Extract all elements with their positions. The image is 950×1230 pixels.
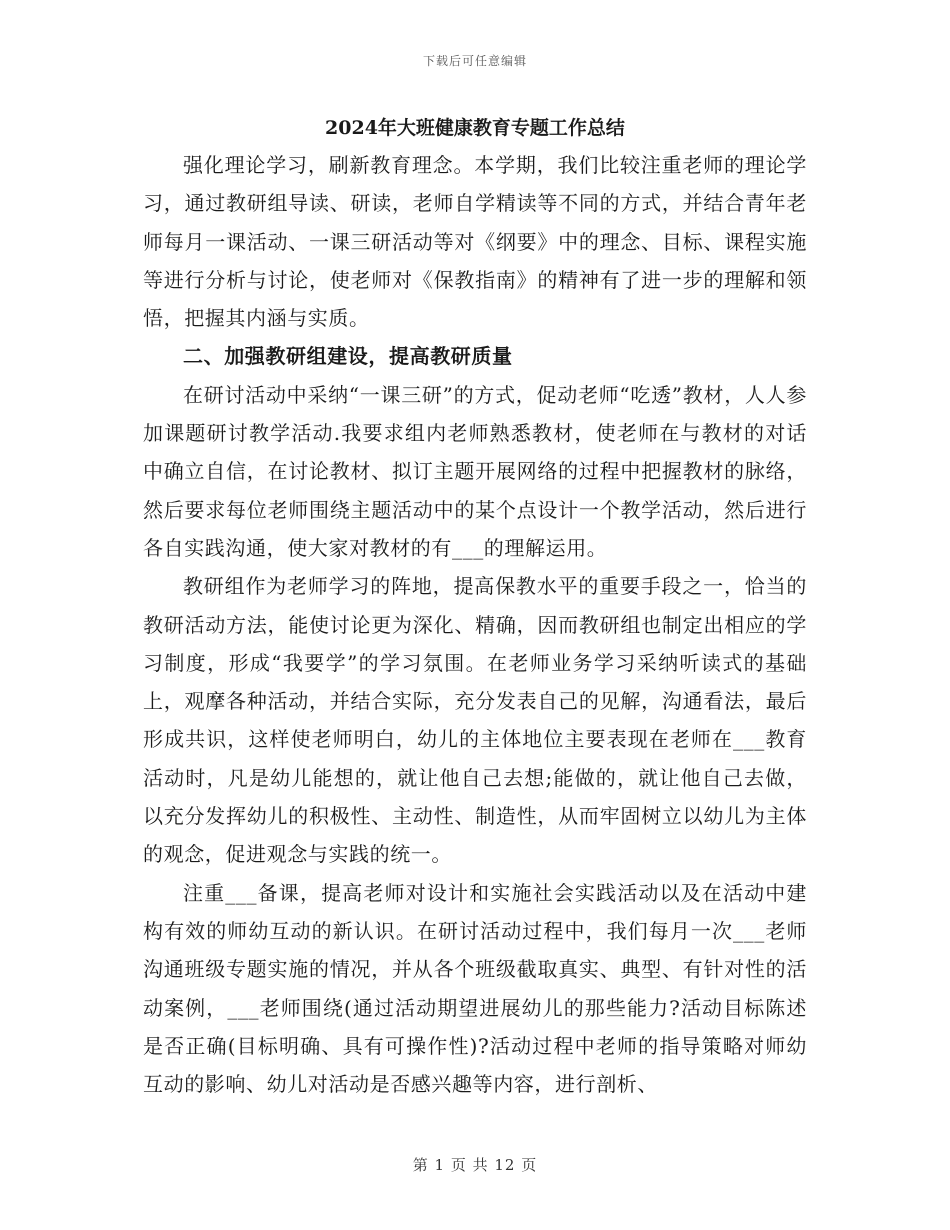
document-body xyxy=(143,112,807,1103)
paragraph-one-lesson-three-studies: 在研讨活动中采纳“一课三研”的方式，促动老师“吃透”教材，人人参加课题研讨教学活动.我要求组内老师熟悉教材，使老师在与教材的对话中确立自信，在讨论教材、拟订主题开展网络的过程中把握教材的脉络，然后要求每位老师围绕主题活动中的某个点设计一个教学活动，然后进行各自实践沟通，使大家对教材的有___的理解运用。 xyxy=(143,382,807,560)
paragraph-lesson-preparation: 注重___备课，提高老师对设计和实施社会实践活动以及在活动中建构有效的师幼互动的新认识。在研讨活动过程中，我们每月一次___老师沟通班级专题实施的情况，并从各个班级截取真实、典型、有针对性的活动案例，___老师围绕(通过活动期望进展幼儿的那些能力?活动目标陈述是否正确(目标明确、具有可操作性)?活动过程中老师的指导策略对师幼互动的影响、幼儿对活动是否感兴趣等内容，进行剖析、 xyxy=(143,880,807,1097)
page-footer-number: 第 1 页 共 12 页 xyxy=(412,1156,538,1174)
document-title: 2024年大班健康教育专题工作总结 xyxy=(325,117,625,139)
section-heading-teaching-research: 二、加强教研组建设，提高教研质量 xyxy=(183,344,513,369)
paragraph-theory-study: 强化理论学习，刷新教育理念。本学期，我们比较注重老师的理论学习，通过教研组导读、研读，老师自学精读等不同的方式，并结合青年老师每月一课活动、一课三研活动等对《纲要》中的理念、目标、课程实施等进行分析与讨论，使老师对《保教指南》的精神有了进一步的理解和领悟，把握其内涵与实质。 xyxy=(143,153,807,331)
page-header-note: 下载后可任意编辑 xyxy=(422,54,527,68)
paragraph-research-group: 教研组作为老师学习的阵地，提高保教水平的重要手段之一，恰当的教研活动方法，能使讨论更为深化、精确，因而教研组也制定出相应的学习制度，形成“我要学”的学习氛围。在老师业务学习采纳听读式的基础上，观摩各种活动，并结合实际，充分发表自己的见解，沟通看法，最后形成共识，这样使老师明白，幼儿的主体地位主要表现在老师在___教育活动时，凡是幼儿能想的，就让他自己去想;能做的，就让他自己去做，以充分发挥幼儿的积极性、主动性、制造性，从而牢固树立以幼儿为主体的观念，促进观念与实践的统一。 xyxy=(143,574,807,867)
